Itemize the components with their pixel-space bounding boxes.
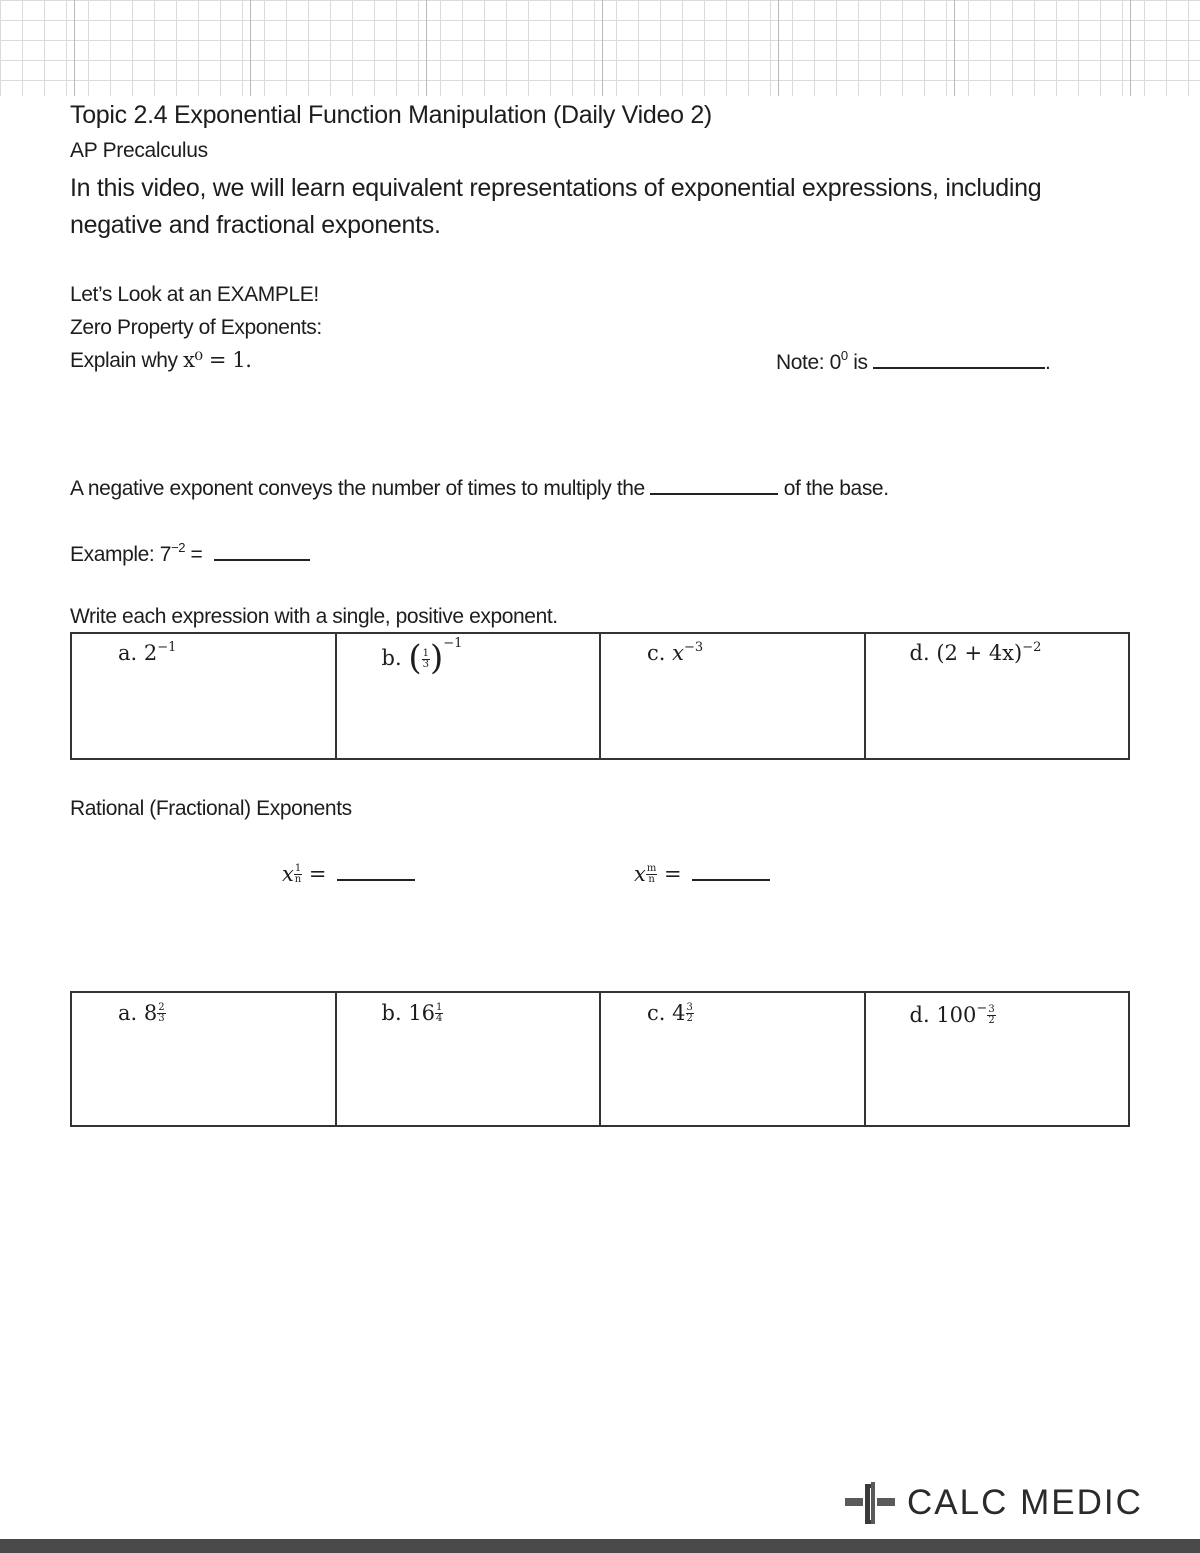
negative-sentence-start: A negative exponent conveys the number of times to multiply the [70,477,645,500]
problem-label: d. [909,641,930,665]
brand-name: CALC MEDIC [907,1483,1143,1522]
work-cell-a[interactable] [71,633,336,759]
footer-bar [0,1539,1200,1553]
problem-base: (2 + 4x) [936,641,1023,665]
negative-exponent-sentence [70,477,889,501]
rule-base: x [634,862,646,886]
problem-exponent: −2 [1022,640,1042,655]
problem-base: 4 [672,1001,686,1025]
zero-exponent-expression: x⁰ = 1. [183,348,252,372]
work-cell-b[interactable] [336,992,601,1126]
rule-exponent: $\frac{1}{n}$ [294,863,302,885]
work-cell-c[interactable] [600,992,865,1126]
rule-unit-blank[interactable] [337,879,415,881]
calc-medic-logo [845,1480,1143,1526]
rational-exponents-heading: Rational (Fractional) Exponents [70,797,352,820]
problem-fraction: $\frac{1}{3}$ [422,648,429,670]
calc-medic-mark-icon [845,1480,895,1526]
problem-label: b. [381,646,402,670]
work-cell-a[interactable] [71,992,336,1126]
rational-rule-general [634,862,770,886]
negative-exponent-blank[interactable] [650,493,778,495]
problem-label: a. [118,641,138,665]
note-end: . [1045,351,1051,374]
page-title: Topic 2.4 Exponential Function Manipulation (Daily Video 2) [70,101,712,129]
note-answer-blank[interactable] [873,367,1045,369]
learning-objective: In this video, we will learn equivalent representations of exponential expressions, including negative and fractional exponents. [70,174,1042,239]
rule-base: x [282,862,294,886]
problem-b: b. ( $\frac{1}{3}$ )$^{-1}$ [381,636,463,678]
rule-equals: = [302,862,327,886]
problem-exponent: $\frac{3}{2}$ [988,1004,995,1026]
problem-c [647,640,703,665]
course-name: AP Precalculus [70,139,208,162]
problem-a [118,1001,166,1025]
note-prefix: Note: 0 [776,351,841,374]
problem-b [382,1001,444,1025]
note-exponent: 0 [840,348,848,363]
problem-exponent: $\frac{2}{3}$ [158,1002,165,1024]
problem-base: 2 [143,641,158,665]
problem-d [910,1001,996,1027]
problem-c [647,1001,694,1025]
problem-exponent: −1 [157,640,177,655]
rational-exponent-table [70,991,1130,1127]
problem-exponent: −1 [443,636,463,651]
problem-label: c. [647,641,666,665]
problem-base: 8 [143,1001,158,1025]
single-exponent-table [70,632,1130,760]
problem-base: x [672,641,684,665]
example-intro: Let’s Look at an EXAMPLE! [70,283,319,306]
problem-exponent: −3 [683,640,704,655]
note-suffix: is [847,351,868,374]
problem-exponent: $\frac{1}{4}$ [436,1002,443,1024]
rational-rule-unit [282,862,415,886]
work-cell-d[interactable] [865,992,1130,1126]
problem-base: 16 [408,1001,436,1025]
problem-d [910,640,1042,665]
problem-label: c. [647,1001,666,1025]
negative-example-exponent: −2 [171,540,186,555]
rule-exponent: $\frac{m}{n}$ [646,863,657,885]
explain-prefix: Explain why [70,349,184,372]
negative-example-equals: = [185,543,203,566]
negative-example [70,540,310,567]
graph-paper-major-lines [0,0,1200,96]
work-cell-c[interactable] [600,633,865,759]
problem-label: a. [118,1001,138,1025]
single-exponent-instruction: Write each expression with a single, positive exponent. [70,605,558,628]
rule-general-blank[interactable] [692,879,770,881]
negative-example-blank[interactable] [214,559,310,561]
problem-exponent-sign: − [976,1001,988,1016]
explain-zero-exponent [70,348,252,373]
problem-label: b. [381,1001,402,1025]
work-cell-d[interactable] [865,633,1130,759]
zero-property-heading: Zero Property of Exponents: [70,316,322,339]
negative-example-label: Example: 7 [70,543,172,566]
problem-a [118,640,176,665]
work-cell-b[interactable] [336,633,601,759]
zero-to-zero-note [776,348,1050,375]
negative-sentence-end: of the base. [783,477,889,500]
problem-exponent: $\frac{3}{2}$ [686,1002,693,1024]
problem-base: 100 [936,1003,977,1027]
problem-label: d. [909,1003,930,1027]
rule-equals: = [657,862,682,886]
